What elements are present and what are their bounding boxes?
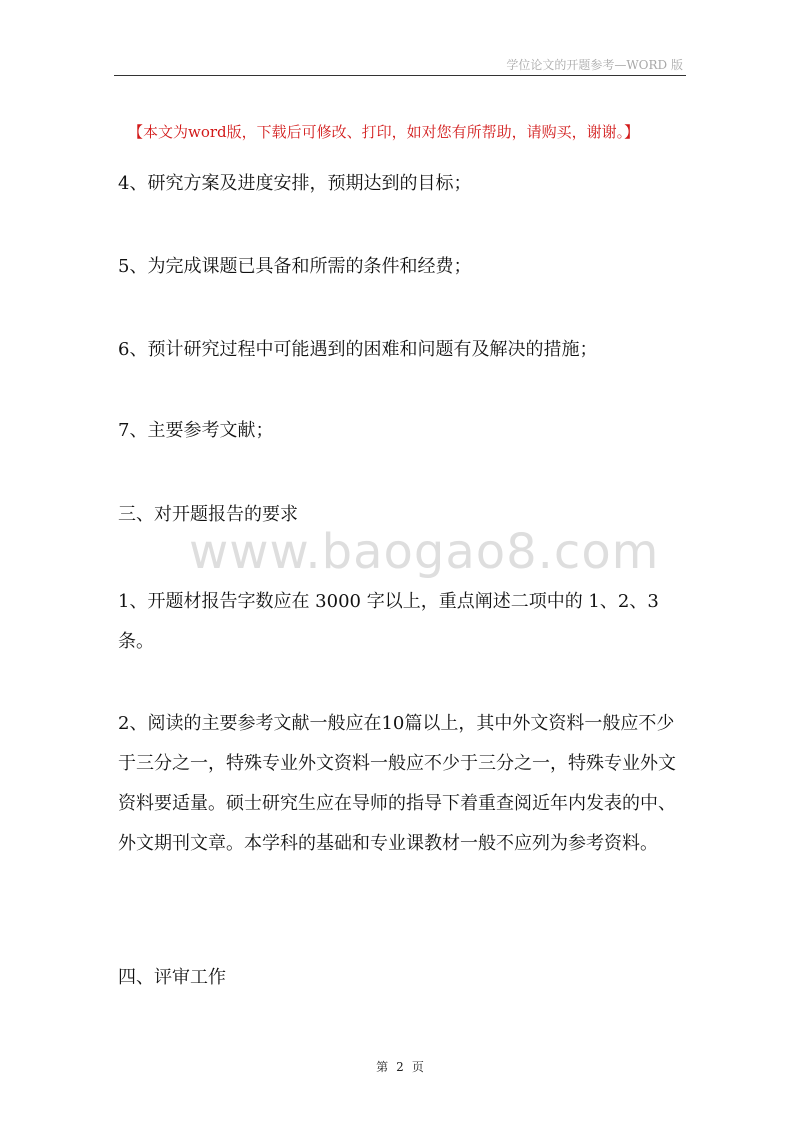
list-item-7: 7、主要参考文献； xyxy=(118,420,274,441)
requirement-2: 2、阅读的主要参考文献一般应在10篇以上，其中外文资料一般应不少于三分之一，特殊专业外文资料一般应不少于三分之一，特殊专业外文资料要适量。硕士研究生应在导师的指导下着重查阅近年内发表的中、外文期刊文章。本学科的基础和专业课教材一般不应列为参考资料。 xyxy=(118,713,676,854)
purchase-notice: 【本文为word版，下载后可修改、打印，如对您有所帮助，请购买，谢谢。】 xyxy=(128,123,640,141)
page-number: 2 xyxy=(396,1060,404,1074)
list-item-6: 6、预计研究过程中可能遇到的困难和问题有及解决的措施； xyxy=(118,339,598,360)
list-item-4: 4、研究方案及进度安排，预期达到的目标； xyxy=(118,173,472,194)
section-heading-3: 三、对开题报告的要求 xyxy=(118,504,298,525)
watermark: www.baogao8.com xyxy=(189,524,660,580)
requirement-1: 1、开题材报告字数应在 3000 字以上，重点阐述二项中的 1、2、3条。 xyxy=(118,591,659,652)
section-heading-4: 四、评审工作 xyxy=(118,967,226,988)
page-header-title: 学位论文的开题参考—WORD 版 xyxy=(506,58,683,72)
page-footer xyxy=(0,1058,800,1075)
list-item-5: 5、为完成课题已具备和所需的条件和经费； xyxy=(118,256,472,277)
footer-prefix: 第 xyxy=(376,1060,389,1074)
footer-suffix: 页 xyxy=(411,1060,424,1074)
header-rule xyxy=(114,75,686,76)
